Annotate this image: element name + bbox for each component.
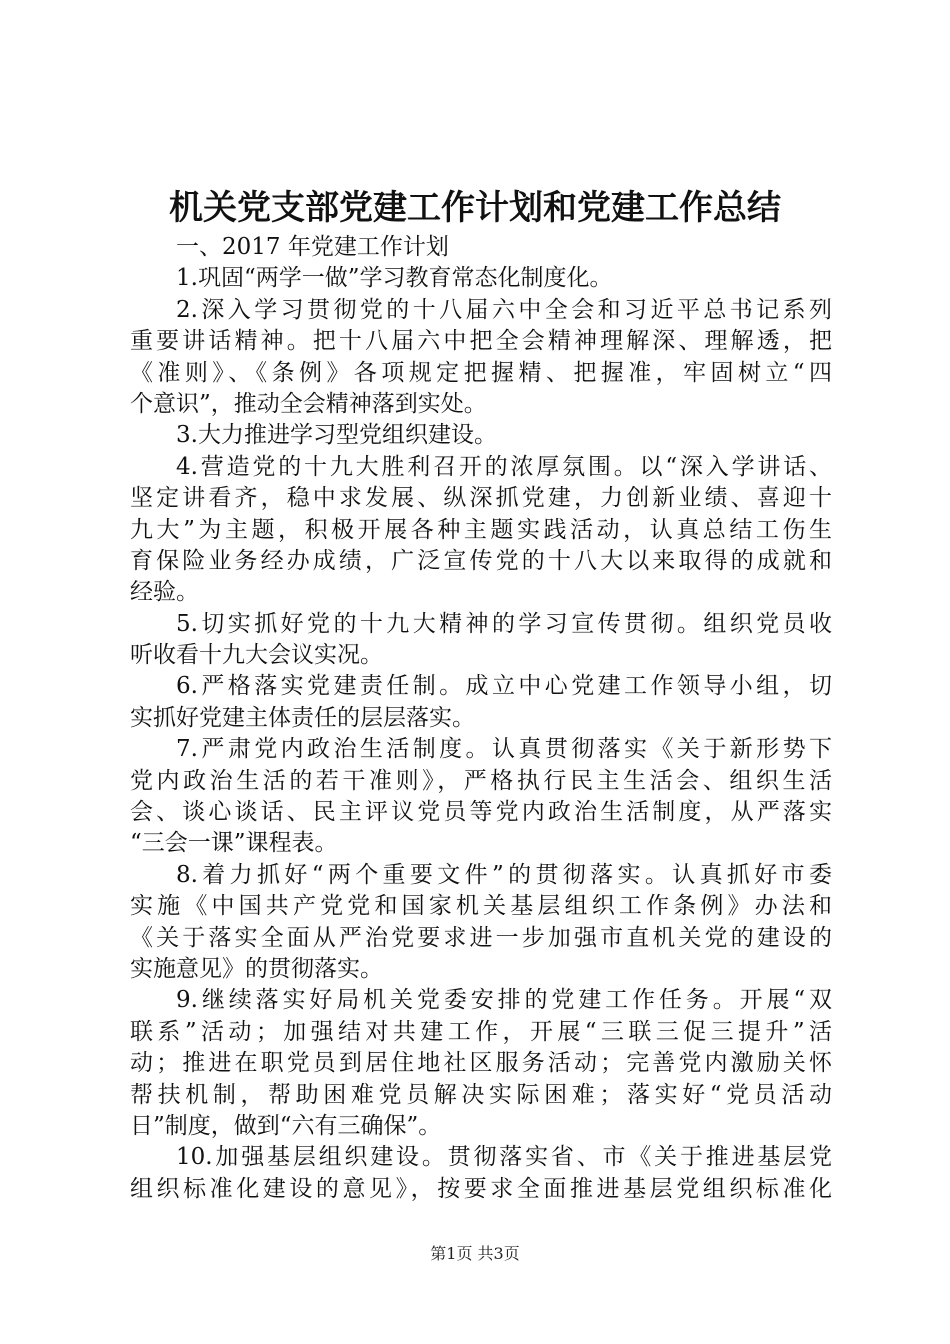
text-line: 组织标准化建设的意见》，按要求全面推进基层党组织标准化: [130, 1175, 832, 1202]
text-line: 个意识”，推动全会精神落到实处。: [130, 390, 487, 417]
text-line: 会、谈心谈话、民主评议党员等党内政治生活制度，从严落实: [130, 799, 832, 826]
text-line: 2.深入学习贯彻党的十八届六中全会和习近平总书记系列: [176, 296, 832, 323]
text-line: 7.严肃党内政治生活制度。认真贯彻落实《关于新形势下: [176, 736, 832, 763]
text-line: 4.营造党的十九大胜利召开的浓厚氛围。以“深入学讲话、: [176, 453, 832, 480]
text-line: 《关于落实全面从严治党要求进一步加强市直机关党的建设的: [130, 924, 832, 951]
text-line: 实抓好党建主体责任的层层落实。: [130, 704, 475, 731]
text-line: 重要讲话精神。把十八届六中把全会精神理解深、理解透，把: [130, 328, 832, 355]
text-line: 帮扶机制，帮助困难党员解决实际困难；落实好“党员活动: [130, 1081, 832, 1108]
text-line: 3.大力推进学习型党组织建设。: [176, 422, 497, 449]
text-line: 5.切实抓好党的十九大精神的学习宣传贯彻。组织党员收: [176, 610, 832, 637]
document-title: 机关党支部党建工作计划和党建工作总结: [169, 188, 781, 228]
text-line: 6.严格落实党建责任制。成立中心党建工作领导小组，切: [176, 673, 832, 700]
text-line: 联系”活动；加强结对共建工作，开展“三联三促三提升”活: [130, 1018, 832, 1045]
text-line: 坚定讲看齐，稳中求发展、纵深抓党建，力创新业绩、喜迎十: [130, 485, 832, 512]
text-line: 实施《中国共产党党和国家机关基层组织工作条例》办法和: [130, 893, 832, 920]
text-line: 经验。: [130, 579, 199, 606]
text-line: “三会一课”课程表。: [130, 830, 338, 857]
document-body: [130, 232, 832, 1205]
text-line: 10.加强基层组织建设。贯彻落实省、市《关于推进基层党: [176, 1144, 832, 1171]
text-line: 一、2017 年党建工作计划: [176, 234, 449, 260]
text-line: 《准则》、《条例》各项规定把握精、把握准，牢固树立“四: [130, 359, 832, 386]
text-line: 9.继续落实好局机关党委安排的党建工作任务。开展“双: [176, 987, 832, 1014]
text-line: 日”制度，做到“六有三确保”。: [130, 1112, 442, 1139]
text-line: 九大”为主题，积极开展各种主题实践活动，认真总结工伤生: [130, 516, 832, 543]
page-footer: 第1页 共3页: [430, 1244, 520, 1263]
text-line: 动；推进在职党员到居住地社区服务活动；完善党内激励关怀: [130, 1050, 832, 1077]
text-line: 实施意见》的贯彻落实。: [130, 955, 383, 982]
text-line: 党内政治生活的若干准则》，严格执行民主生活会、组织生活: [130, 767, 832, 794]
text-line: 8.着力抓好“两个重要文件”的贯彻落实。认真抓好市委: [176, 861, 832, 888]
text-line: 1.巩固“两学一做”学习教育常态化制度化。: [176, 265, 613, 292]
text-line: 听收看十九大会议实况。: [130, 642, 383, 669]
text-line: 育保险业务经办成绩，广泛宣传党的十八大以来取得的成就和: [130, 547, 832, 574]
